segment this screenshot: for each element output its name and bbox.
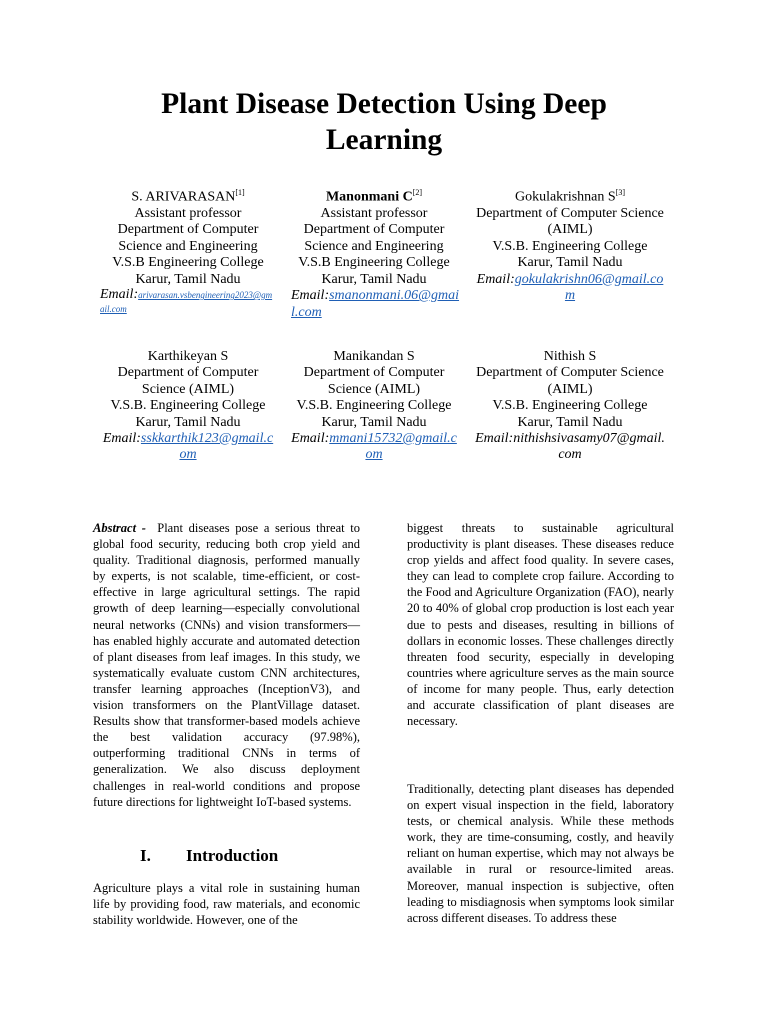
author-email-line [100,431,276,464]
author-college: V.S.B. Engineering College [296,398,452,414]
author-location: Karur, Tamil Nadu [517,255,623,271]
author-location: Karur, Tamil Nadu [517,414,623,430]
author-name: Karthikeyan S [147,349,229,364]
author-dept: Department of Computer [303,222,445,238]
author-block-2 [288,185,460,321]
author-location: Karur, Tamil Nadu [135,271,241,287]
right-column-para-2 [407,781,674,926]
author-dept: (AIML) [547,381,593,397]
author-dept: Science (AIML) [327,381,421,397]
author-dept: Department of Computer [303,365,445,381]
author-block-3 [470,185,670,305]
email-label: Email: [475,431,514,447]
abstract-paragraph [93,520,360,810]
author-college: V.S.B. Engineering College [492,398,648,414]
email-label: Email: [100,287,139,303]
paper-title [100,86,668,158]
author-name: Gokulakrishnan S [514,189,616,205]
author-college: V.S.B Engineering College [112,255,264,271]
author-dept: Department of Computer Science [476,365,664,381]
email-label: Email: [102,431,141,447]
intro-block [93,880,360,928]
section-title: Introduction [186,846,279,865]
author-ref: [1] [235,188,245,197]
author-block-5 [288,349,460,464]
author-dept: Science and Engineering [118,238,258,254]
author-college: V.S.B Engineering College [298,255,450,271]
author-email-link[interactable]: sskkarthik123@gmail.com [140,431,274,463]
author-location: Karur, Tamil Nadu [321,414,427,430]
author-name: S. ARIVARASAN [131,189,236,205]
author-role: Assistant professor [134,206,242,222]
abstract-block [93,520,360,810]
author-college: V.S.B. Engineering College [110,398,266,414]
author-email-line [470,431,670,464]
author-block-6 [470,349,670,464]
author-dept: Department of Computer [117,365,259,381]
author-email-text: nithishsivasamy07@gmail.com [513,431,665,463]
author-ref: [3] [615,188,626,197]
author-email-line [288,288,460,321]
intro-paragraph: Agriculture plays a vital role in sustaining human life by providing food, raw materials, and economic stability worldwide. However, one of the [93,881,360,928]
author-email-link[interactable]: gokulakrishn06@gmail.com [514,271,664,304]
author-email-link[interactable]: smanonmani.06@gmail.com [291,288,460,320]
author-block-4 [100,349,276,464]
email-label: Email: [291,288,330,304]
author-role: Assistant professor [320,206,428,222]
title-line-1: Plant Disease Detection Using Deep [161,88,607,120]
author-email-link[interactable]: arivarasan.vsbengineering2023@gmail.com [100,290,273,315]
author-location: Karur, Tamil Nadu [135,414,241,430]
author-location: Karur, Tamil Nadu [321,271,427,287]
email-label: Email: [476,271,515,287]
abstract-text: Plant diseases pose a serious threat to global food security, reducing both crop yield and quality. Traditional diagnosis, performed manually by experts, is not scalable, time-efficient, or cost-effective in large agricultural settings. The rapid growth of deep learning—especially convolutional neural networks (CNNs) and vision transformers—has enabled highly accurate and automated detection of plant diseases from leaf images. In this study, we systematically evaluate custom CNN architectures, transfer learning approaches (InceptionV3), and vision transformers on the PlantVillage dataset. Results show that transformer-based models achieve the best validation accuracy (97.98%), outperforming traditional CNNs in terms of generalization. We also discuss deployment challenges in real-world conditions and propose future directions for lightweight IoT-based systems. [93,521,360,809]
author-email-line [288,431,460,464]
title-line-2: Learning [325,124,443,156]
author-ref: [2] [412,188,423,197]
author-email-line [470,272,670,305]
section-number: I. [140,846,151,865]
author-dept: Department of Computer Science [476,206,664,222]
body-paragraph: Traditionally, detecting plant diseases has depended on expert visual inspection in the field, laboratory tests, or chemical analysis. While these methods work, they are time-consuming, costly, and heavily reliant on human expertise, which may not always be available in rural or resource-limited areas. Moreover, manual inspection is subjective, often leading to misdiagnosis when symptoms look similar across different diseases. To address these [407,782,674,925]
author-name: Manonmani C [325,189,413,205]
section-heading-introduction [140,846,278,866]
author-email-line [100,288,276,316]
abstract-label: Abstract - [93,521,146,535]
author-dept: Science (AIML) [141,381,235,397]
body-paragraph: biggest threats to sustainable agricultural productivity is plant diseases. These diseases reduce crop yields and affect food quality. In severe cases, they can lead to complete crop failure. According to the Food and Agriculture Organization (FAO), nearly 20 to 40% of global crop production is lost each year due to pests and diseases, resulting in billions of dollars in economic losses. These challenges directly threaten food security, especially in developing countries where agriculture serves as the main source of income for many people. Thus, early detection and accurate classification of plant diseases are necessary. [407,521,674,729]
email-label: Email: [291,431,330,447]
author-block-1 [100,185,276,316]
author-college: V.S.B. Engineering College [492,238,648,254]
author-email-link[interactable]: mmani15732@gmail.com [329,431,457,463]
right-column-para-1 [407,520,674,729]
author-dept: Department of Computer [117,222,259,238]
author-dept: (AIML) [547,222,593,238]
author-name: Nithish S [543,349,597,364]
author-name: Manikandan S [333,349,415,364]
author-dept: Science and Engineering [304,238,444,254]
